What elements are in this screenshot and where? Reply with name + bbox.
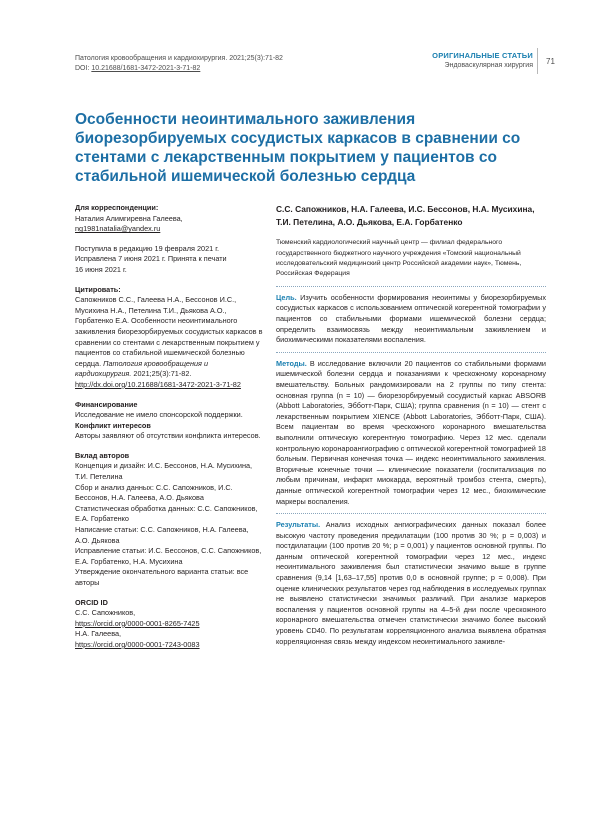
author-list: С.С. Сапожников, Н.А. Галеева, И.С. Бессонов, Н.А. Мусихина, Т.И. Петелина, А.О. Дьякова, Е.А. Горбатенко <box>276 204 535 227</box>
contrib-item: Утверждение окончательного варианта статьи: все авторы <box>75 567 249 587</box>
contrib-item: Сбор и анализ данных: С.С. Сапожников, И.С. Бессонов, Н.А. Галеева, А.О. Дьякова <box>75 482 233 503</box>
journal-citation: Патология кровообращения и кардиохирургия. 2021;25(3):71-82 <box>75 55 283 62</box>
accepted-date: 16 июня 2021 г. <box>75 264 127 274</box>
section-header <box>432 51 533 71</box>
dotted-divider <box>276 513 546 514</box>
results-text: Анализ исходных ангиографических данных показал более высокую частоту проведения предилатации (100 против 30 %; p = 0,003) и постдилатации (100 против 20 %; p = 0,001) у пациентов основной группы. По данным оптической когерентной томографии через 12 мес., индекс неоинтимального заживления был статистически значимо выше в группе сравнения (9,14 [1,63–17,55] против 0,0 в основной группе; p = 0,008). При оценке клинических результатов через год наблюдения в исследуемых группах не выявлено статистически значимых различий. При анализе маркеров воспаления у пациентов основной группы на 4–5-й дни после чрескожного коронарного вмешательства отмечен статистически значимо более высокий уровень CD40. По результатам корреляционного анализа выявлена обратная корреляционная связь между индексом неоинтимального заживле- <box>276 520 546 646</box>
cite-heading: Цитировать: <box>75 284 121 294</box>
contrib-item: Концепция и дизайн: И.С. Бессонов, Н.А. Мусихина, Т.И. Петелина <box>75 461 253 482</box>
dotted-divider <box>276 286 546 287</box>
methods-text: В исследование включили 20 пациентов со стабильными формами ишемической болезни сердца и показаниями к чрескожному коронарному вмешательству. Больных рандомизировали на 2 группы по типу стента: основная группа (n = 10) — биорезорбируемый сосудистый каркас ABSORB (Abbott Laboratories, Эбботт-Парк, США); группа сравнения (n = 10) — стент с лекарственным покрытием XIENCE (Abbott Laboratories, Эбботт-Парк, США). Всем пациентам во время чрескожного коронарного вмешательства выполнили оптическую когерентную томографию. Через 12 мес. сделали контрольную коронароангиографию с оптической когерентной томографией 18 больным. Первичная конечная точка — индекс неоинтимального заживления. Вторичные конечные точки — клинические показатели (госпитализация по любым причинам, инфаркт миокарда, вероятный тромбоз стента, смерть), данные оптической когерентной томографии через 12 мес., биохимические маркеры воспаления. <box>276 358 546 506</box>
doi-link[interactable]: 10.21688/1681-3472-2021-3-71-82 <box>91 65 201 72</box>
contrib-item: Написание статьи: С.С. Сапожников, Н.А. Галеева, А.О. Дьякова <box>75 525 249 545</box>
sidebar-metadata <box>75 203 265 651</box>
funding-heading: Финансирование <box>75 399 138 409</box>
correspondence-heading: Для корреспонденции: <box>75 203 159 212</box>
revised-date: Исправлена 7 июня 2021 г. Принята к печати <box>75 254 227 264</box>
abstract-aim <box>276 293 546 346</box>
abstract-methods <box>276 359 546 507</box>
header-divider <box>537 48 538 74</box>
cite-body: Сапожников С.С., Галеева Н.А., Бессонов И.С., Мусихина Н.А., Петелина Т.И., Дьякова А.О., Горбатенко Е.А. Особенности неоинтимального заживления биорезорбируемых сосудистых каркасов в сравнении со стентами с лекарственным покрытием у пациентов со стабильной ишемической болезнью сердца. <box>75 295 263 368</box>
cite-tail: 2021;25(3):71-82. <box>133 369 192 379</box>
orcid-link[interactable]: https://orcid.org/0000-0001-8265-7425 <box>75 618 200 628</box>
received-date: Поступила в редакцию 19 февраля 2021 г. <box>75 243 220 253</box>
orcid-link[interactable]: https://orcid.org/0000-0001-7243-0083 <box>75 639 200 649</box>
correspondence-name: Наталия Алимгиревна Галеева, <box>75 213 183 223</box>
abstract-column <box>276 203 546 647</box>
funding-text: Исследование не имело спонсорской поддержки. <box>75 410 243 420</box>
page-number: 71 <box>546 57 555 66</box>
conflict-text: Авторы заявляют об отсутствии конфликта интересов. <box>75 431 261 441</box>
methods-heading: Методы. <box>276 358 307 368</box>
contrib-item: Исправление статьи: И.С. Бессонов, С.С. Сапожников, Е.А. Горбатенко, Н.А. Мусихина <box>75 546 262 566</box>
cite-link[interactable]: http://dx.doi.org/10.21688/1681-3472-2021-3-71-82 <box>75 379 241 389</box>
aim-text: Изучить особенности формирования неоинтимы у биорезорбируемых сосудистых каркасов с использованием оптической когерентной томографии у пациентов со стабильными формами ишемической болезни сердца; определить взаимосвязь между неоинтимальным заживлением и биохимическими показателями воспаления. <box>276 292 547 345</box>
doi-prefix: DOI: <box>75 65 92 72</box>
affiliation: Тюменский кардиологический научный центр — филиал федерального государственного бюджетного научного учреждения «Томский национальный исследовательский медицинский центр Российской академии наук», Тюмень, Российская Федерация <box>276 239 522 278</box>
dotted-divider <box>276 352 546 353</box>
subsection-label: Эндоваскулярная хирургия <box>444 62 533 69</box>
cite-text <box>75 295 265 380</box>
results-heading: Результаты. <box>276 520 321 530</box>
cite-journal: Патология кровообращения и кардиохирургия. <box>75 358 209 379</box>
abstract-results <box>276 520 546 647</box>
running-header <box>75 54 283 74</box>
orcid-name: С.С. Сапожников, <box>75 608 136 618</box>
contrib-heading: Вклад авторов <box>75 450 130 460</box>
conflict-heading: Конфликт интересов <box>75 420 151 430</box>
aim-heading: Цель. <box>276 292 297 302</box>
orcid-name: Н.А. Галеева, <box>75 629 122 639</box>
correspondence-email[interactable]: ng1981natalia@yandex.ru <box>75 224 161 234</box>
article-title: Особенности неоинтимального заживления биорезорбируемых сосудистых каркасов в сравнении со стентами с лекарственным покрытием у пациентов со стабильной ишемической болезнью сердца <box>75 111 521 185</box>
section-label: ОРИГИНАЛЬНЫЕ СТАТЬИ <box>432 51 533 60</box>
orcid-heading: ORCID ID <box>75 597 108 607</box>
doi-line <box>75 64 283 74</box>
contrib-item: Статистическая обработка данных: С.С. Сапожников, Е.А. Горбатенко <box>75 503 258 524</box>
